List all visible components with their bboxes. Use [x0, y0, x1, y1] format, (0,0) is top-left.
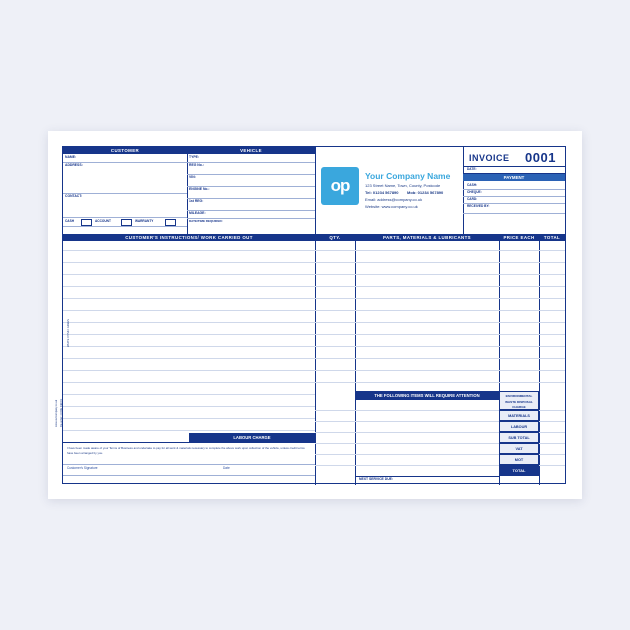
invoice-form	[55, 146, 566, 484]
customer-header: CUSTOMER	[63, 147, 187, 154]
vehicle-header: VEHICLE	[187, 147, 315, 154]
instructions-header: CUSTOMER'S INSTRUCTIONS/ WORK CARRIED OUT	[63, 234, 315, 241]
row-rule	[315, 410, 355, 411]
row-rule	[63, 406, 315, 407]
field-label-mileage: MILEAGE:	[189, 211, 206, 215]
row-rule	[315, 262, 565, 263]
parts-header: PARTS, MATERIALS & LUBRICANTS	[355, 234, 499, 241]
row-rule	[355, 410, 499, 411]
payment-card-label: CARD:	[467, 197, 478, 201]
rule-next-service	[355, 476, 499, 477]
company-logo: op	[321, 167, 359, 205]
checkbox-label-account: ACCOUNT	[95, 219, 111, 223]
company-email: Email: address@company.co.uk	[365, 197, 423, 202]
company-tel: Tel: 01234 567890	[365, 190, 399, 195]
summary-label-mot: MOT	[499, 454, 539, 465]
row-rule	[539, 465, 565, 466]
row-rule	[315, 322, 565, 323]
row-rule	[315, 382, 565, 383]
row-rule	[315, 310, 565, 311]
row-rule	[63, 250, 315, 251]
row-rule	[355, 465, 499, 466]
summary-label-vat: VAT	[499, 443, 539, 454]
divider-vehicle-logo	[315, 147, 316, 234]
field-label-date-time-required: DATE/TIME REQUIRED:	[189, 219, 223, 223]
invoice-label: INVOICE	[469, 153, 510, 163]
next-service-label: NEXT SERVICE DUE:	[359, 477, 394, 481]
rule-cheque	[463, 196, 565, 197]
row-rule	[539, 410, 565, 411]
row-rule	[315, 334, 565, 335]
row-rule	[63, 274, 315, 275]
row-rule	[63, 418, 315, 419]
summary-label-subtotal: SUB TOTAL	[499, 432, 539, 443]
row-rule	[315, 443, 355, 444]
company-name: Your Company Name	[365, 171, 451, 181]
payment-received-by-label: RECEIVED BY:	[467, 204, 490, 208]
row-rule	[315, 421, 355, 422]
divider-qty-parts	[355, 234, 356, 485]
row-rule	[63, 430, 315, 431]
row-rule	[63, 370, 315, 371]
row-rule	[539, 421, 565, 422]
row-rule	[539, 432, 565, 433]
summary-label-total: TOTAL	[499, 465, 539, 476]
row-rule	[63, 358, 315, 359]
row-rule	[63, 382, 315, 383]
company-address: 123 Street Name, Town, County, Postcode	[365, 183, 441, 188]
summary-label-labour: LABOUR	[499, 421, 539, 432]
row-rule	[315, 274, 565, 275]
total-header: TOTAL	[539, 234, 565, 241]
rule-invoice-head	[463, 166, 565, 167]
row-rule	[63, 262, 315, 263]
row-rule	[63, 298, 315, 299]
invoice-number: 0001	[525, 150, 556, 165]
row-rule	[539, 454, 565, 455]
company-website: Website: www.company.co.uk	[365, 204, 418, 209]
checkbox-label-cash: CASH	[65, 219, 75, 223]
field-label-address: ADDRESS:	[65, 163, 83, 167]
row-rule	[355, 454, 499, 455]
field-label-contact: CONTACT:	[65, 194, 83, 198]
rule-labour	[63, 442, 315, 443]
row-rule	[355, 443, 499, 444]
invoice-date-label: DATE:	[467, 167, 477, 171]
divider-price-total	[539, 234, 540, 485]
terms-text: I have been made aware of your Terms of Business and undertake to pay for all work & materials necessary to complete the above work upon collection of the vehicle, unless credit terms have been arranged by you.	[67, 446, 305, 455]
row-rule	[355, 432, 499, 433]
side-note-website: www.ourcompany.co.uk	[55, 399, 58, 427]
checkbox-label-warranty: WARRANTY	[135, 219, 154, 223]
checkbox-warranty[interactable]	[165, 219, 176, 226]
divider-instructions-qty	[315, 234, 316, 485]
rule-contact	[63, 217, 187, 218]
rule-checkboxes	[63, 226, 187, 227]
field-label-name: NAME:	[65, 155, 77, 159]
price-each-header: PRICE EACH	[499, 234, 539, 241]
field-label-first-reg: 1st REG:	[189, 199, 204, 203]
row-rule	[315, 454, 355, 455]
row-rule	[539, 443, 565, 444]
field-label-vin: VIN:	[189, 175, 196, 179]
field-label-type: TYPE:	[189, 155, 199, 159]
payment-header: PAYMENT	[463, 174, 565, 181]
row-rule	[63, 334, 315, 335]
row-rule	[315, 465, 355, 466]
summary-label-materials: MATERIALS	[499, 410, 539, 421]
row-rule	[315, 346, 565, 347]
row-rule	[63, 394, 315, 395]
row-rule	[63, 322, 315, 323]
rule-reg	[187, 174, 315, 175]
field-label-reg: REG No.:	[189, 163, 204, 167]
rule-engine	[187, 198, 315, 199]
row-rule	[63, 346, 315, 347]
divider-customer-vehicle	[187, 147, 188, 234]
row-rule	[315, 370, 565, 371]
rule-received-by	[463, 213, 565, 214]
summary-label-environmental: ENVIRONMENTAL WASTE DISPOSAL CHARGE	[499, 391, 539, 410]
side-note-copies: WHITE / PINK / GREEN	[67, 319, 70, 347]
row-rule	[315, 432, 355, 433]
row-rule	[63, 286, 315, 287]
row-rule	[63, 310, 315, 311]
side-note-reorder: Re-order: CODE REF01	[60, 399, 63, 427]
divider-logo-invoice	[463, 147, 464, 234]
qty-header: QTY.	[315, 234, 355, 241]
company-mob: Mob: 01234 567890	[407, 190, 444, 195]
row-rule	[315, 250, 565, 251]
checkbox-cash[interactable]	[81, 219, 92, 226]
date-label: Date	[223, 466, 230, 470]
payment-cheque-label: CHEQUE:	[467, 190, 482, 194]
rule-type	[187, 162, 315, 163]
signature-label: Customer's Signature	[67, 466, 98, 470]
rule-terms	[63, 464, 315, 465]
rule-signature	[63, 475, 315, 476]
labour-charge-bar: LABOUR CHARGE	[189, 433, 315, 442]
payment-cash-label: CASH:	[467, 183, 478, 187]
field-label-engine: ENGINE No.:	[189, 187, 210, 191]
checkbox-account[interactable]	[121, 219, 132, 226]
row-rule	[315, 358, 565, 359]
row-rule	[355, 421, 499, 422]
row-rule	[315, 286, 565, 287]
row-rule	[315, 298, 565, 299]
attention-bar: THE FOLLOWING ITEMS WILL REQUIRE ATTENTION	[355, 391, 499, 400]
rule-first-reg	[187, 210, 315, 211]
